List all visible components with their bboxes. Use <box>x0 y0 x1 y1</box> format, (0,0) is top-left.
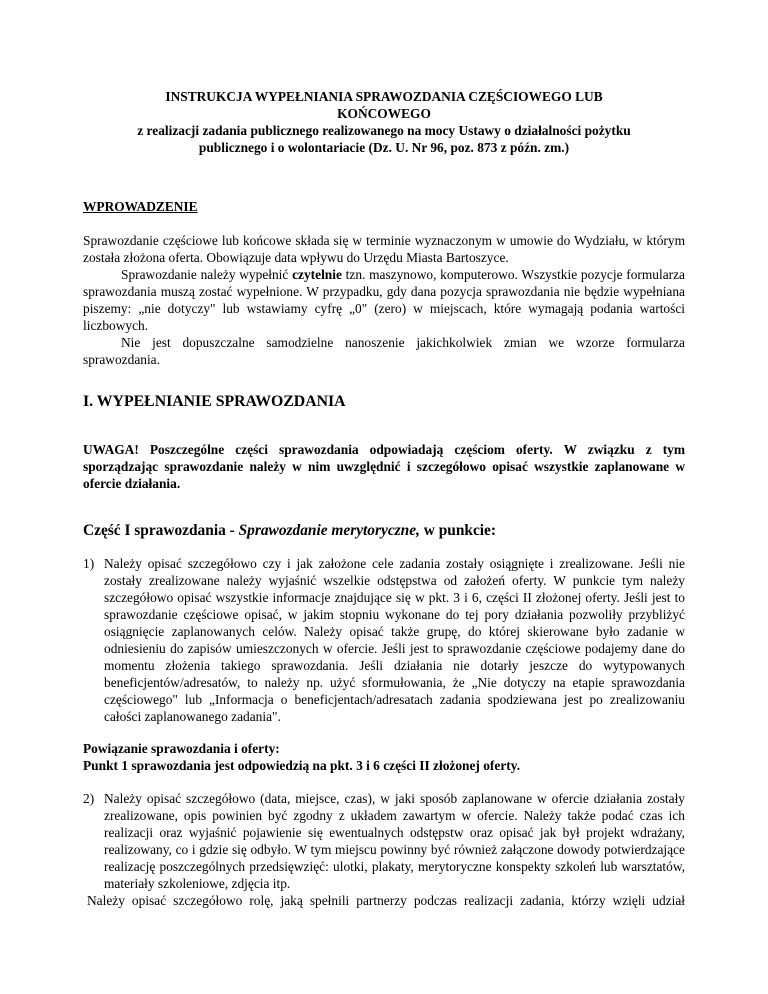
list-item-continuation: Należy opisać szczegółowo rolę, jaką spełnili partnerzy podczas realizacji zadania, którzy wzięli udział <box>87 893 685 908</box>
list-item-number: 1) <box>83 556 95 571</box>
intro-paragraph-1: Sprawozdanie częściowe lub końcowe składa się w terminie wyznaczonym w umowie do Wydziału, w którym została złożona oferta. Obowiązuje data wpływu do Urzędu Miasta Bartoszyce. <box>83 233 685 265</box>
offer-link-line-2: Punkt 1 sprawozdania jest odpowiedzią na pkt. 3 i 6 części II złożonej oferty. <box>83 758 521 773</box>
intro-paragraph-3: Nie jest dopuszczalne samodzielne nanoszenie jakichkolwiek zmian we wzorze formularza sprawozdania. <box>83 335 685 367</box>
part-1-heading-italic: Sprawozdanie merytoryczne, <box>238 522 420 539</box>
list-item-number: 2) <box>83 791 95 806</box>
title-line-2: KOŃCOWEGO <box>337 106 431 121</box>
part-1-heading <box>83 522 496 539</box>
section-1-heading: I. WYPEŁNIANIE SPRAWOZDANIA <box>83 393 346 410</box>
part-1-heading-post: w punkcie: <box>419 522 497 539</box>
intro-paragraph-2 <box>83 266 685 334</box>
part-1-heading-pre: Część I sprawozdania - <box>83 522 239 539</box>
subtitle-line-1: z realizacji zadania publicznego realizowanego na mocy Ustawy o działalności pożytku <box>137 123 631 138</box>
list-item-text: Należy opisać szczegółowo (data, miejsce, czas), w jaki sposób zaplanowane w ofercie działania zostały zrealizowane, opis powinien być zgodny z układem zawartym w ofercie. Należy także podać czas ich realizacji oraz wyjaśnić pojawienie się ewentualnych odstępstw oraz opisać jak był projekt wdrażany, realizowany, co i gdzie się odbyło. W tym miejscu powinny być również załączone dowody potwierdzające realizację poszczególnych przedsięwzięć: ulotki, plakaty, merytoryczne konspekty szkoleń lub warsztatów, materiały szkoleniowe, zdjęcia itp. <box>104 791 685 891</box>
document-header <box>100 88 668 156</box>
intro-heading: WPROWADZENIE <box>83 199 198 214</box>
warning-note: UWAGA! Poszczególne części sprawozdania odpowiadają częściom oferty. W związku z tym sporządzając sprawozdanie należy w nim uwzględnić i szczegółowo opisać wszystkie zaplanowane w ofercie działania. <box>83 442 685 491</box>
list-item <box>83 555 685 725</box>
intro-body <box>83 232 685 368</box>
intro-p2-pre: Sprawozdanie należy wypełnić <box>121 267 293 282</box>
offer-link-line-1: Powiązanie sprawozdania i oferty: <box>83 741 280 756</box>
intro-p2-post: tzn. maszynowo, komputerowo. Wszystkie pozycje formularza sprawozdania muszą zostać wypełnione. W przypadku, gdy dana pozycja sprawozdania nie będzie wypełniana piszemy: „nie dotyczy" lub wstawiamy cyfrę „0" (zero) w miejscach, które wymagają podania wartości liczbowych. <box>83 267 685 333</box>
list-item <box>83 790 685 892</box>
offer-link-note <box>83 740 685 774</box>
intro-p2-bold: czytelnie <box>292 267 342 282</box>
title-line-1: INSTRUKCJA WYPEŁNIANIA SPRAWOZDANIA CZĘŚCIOWEGO LUB <box>165 89 603 104</box>
subtitle-line-2: publicznego i o wolontariacie (Dz. U. Nr 96, poz. 873 z późn. zm.) <box>198 140 570 155</box>
list-item-text: Należy opisać szczegółowo czy i jak założone cele zadania zostały osiągnięte i zrealizowane. Jeśli nie zostały zrealizowane należy wyjaśnić wszelkie odstępstwa od założeń oferty. W punkcie tym należy szczegółowo opisać wszystkie informacje znajdujące się w pkt. 3 i 6, części II złożonej oferty. Jeśli jest to sprawozdanie częściowe opisać, w jakim stopniu wykonane do tej pory działania pozwoliły przybliżyć osiągnięcie zaplanowanych celów. Należy opisać także grupę, do której skierowane było zadanie w odniesieniu do zapisów umieszczonych w ofercie. Jeśli jest to sprawozdanie częściowe podajemy dane do momentu złożenia takiego sprawozdania. Jeśli działania nie dotarły jeszcze do wytypowanych beneficjentów/adresatów, to należy np. użyć sformułowania, że „Nie dotyczy na etapie sprawozdania częściowego" lub „Informacja o beneficjentach/adresatach zadania spodziewana jest po zrealizowaniu całości zaplanowanego zadania". <box>104 556 685 724</box>
